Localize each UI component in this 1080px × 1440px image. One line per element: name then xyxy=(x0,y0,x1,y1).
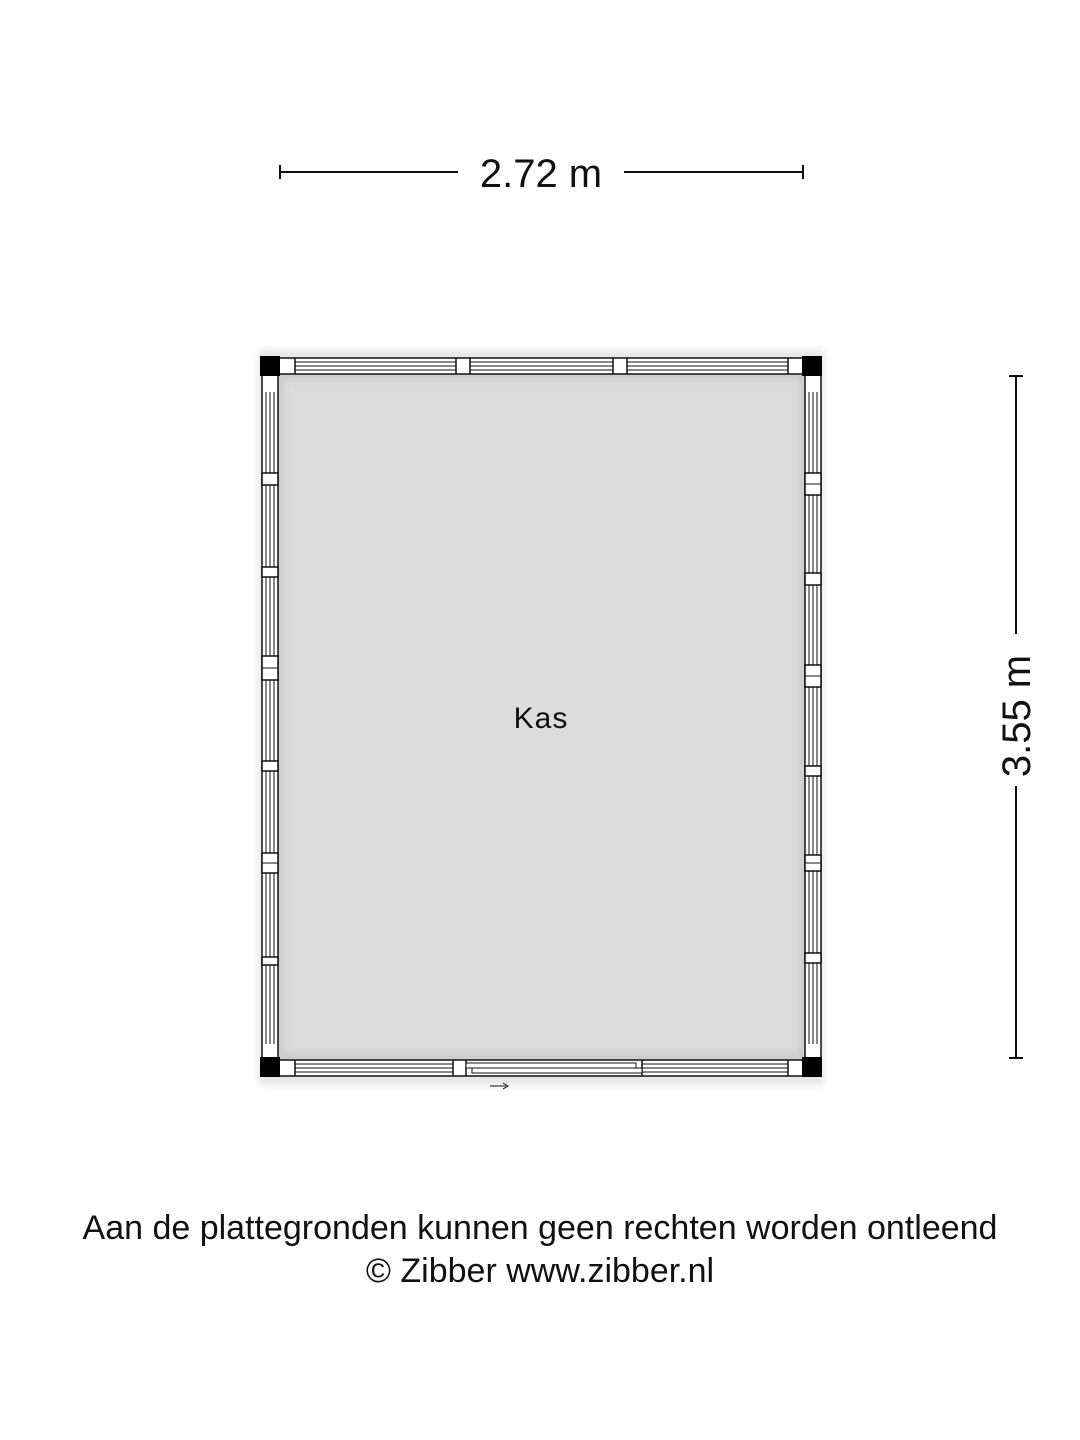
width-dimension xyxy=(280,152,803,196)
corner-post-bottom-left xyxy=(260,1057,280,1077)
depth-dimension-label: 3.55 m xyxy=(995,654,1039,778)
width-dimension-label: 2.72 m xyxy=(479,152,603,196)
disclaimer-text: Aan de plattegronden kunnen geen rechten worden ontleend xyxy=(82,1209,998,1247)
corner-post-bottom-right xyxy=(802,1057,822,1077)
wall-right xyxy=(805,375,821,1058)
depth-dimension xyxy=(995,376,1039,1058)
wall-left xyxy=(262,375,278,1058)
corner-post-top-right xyxy=(802,356,822,376)
copyright-text: © Zibber www.zibber.nl xyxy=(365,1252,715,1290)
wall-top xyxy=(279,358,804,374)
room-label: Kas xyxy=(513,702,569,735)
corner-post-top-left xyxy=(260,356,280,376)
